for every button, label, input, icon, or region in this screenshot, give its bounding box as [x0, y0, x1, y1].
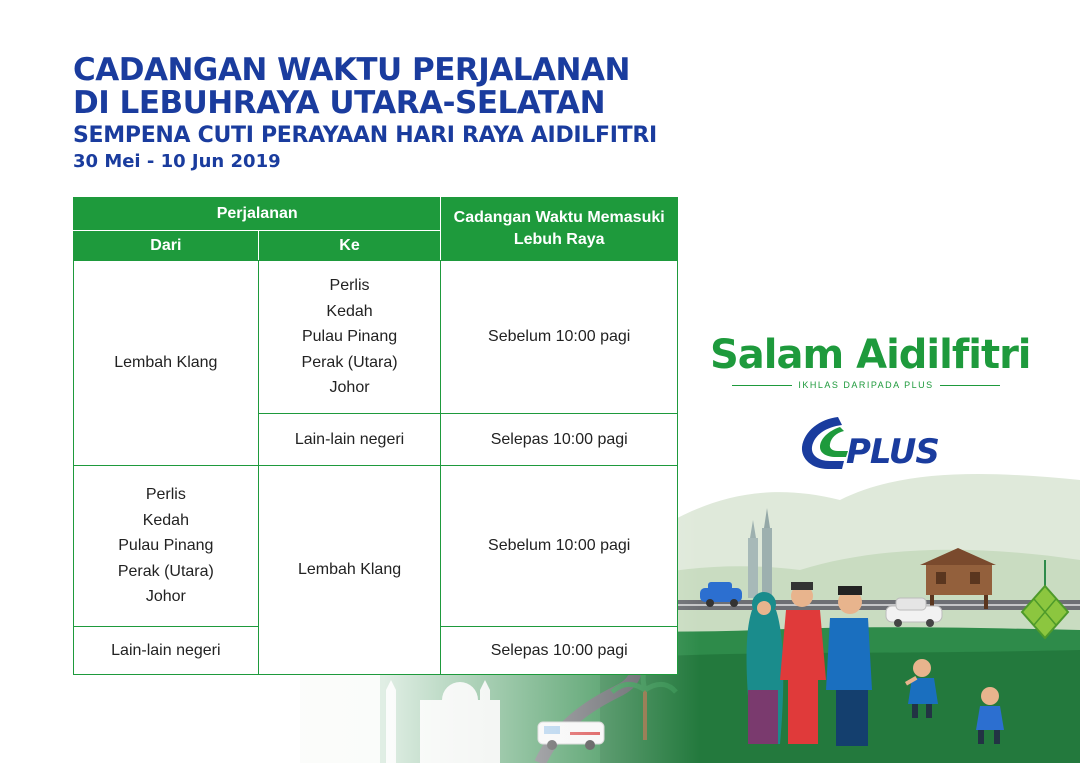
header-perjalanan: Perjalanan: [74, 198, 441, 231]
cell-from: Lembah Klang: [74, 261, 259, 466]
header-dari: Dari: [74, 231, 259, 261]
subtitle: SEMPENA CUTI PERAYAAN HARI RAYA AIDILFITRI: [73, 123, 657, 148]
date-range: 30 Mei - 10 Jun 2019: [73, 151, 281, 172]
title-line-2: DI LEBUHRAYA UTARA-SELATAN: [73, 85, 606, 121]
cell-to: Lain-lain negeri: [258, 414, 441, 466]
tower-right: [762, 528, 772, 598]
headline: [73, 54, 657, 175]
cell-from: Perlis Kedah Pulau Pinang Perak (Utara) Johor: [74, 466, 259, 627]
cell-time: Sebelum 10:00 pagi: [441, 261, 678, 414]
cell-to: Perlis Kedah Pulau Pinang Perak (Utara) Johor: [258, 261, 441, 414]
greeting-block: [710, 332, 1031, 390]
travel-time-table: [73, 197, 678, 675]
divider: [732, 385, 792, 386]
cell-from: Lain-lain negeri: [74, 627, 259, 675]
cell-time: Selepas 10:00 pagi: [441, 414, 678, 466]
cell-time: Sebelum 10:00 pagi: [441, 466, 678, 627]
header-ke: Ke: [258, 231, 441, 261]
cell-to: Lembah Klang: [258, 466, 441, 675]
tower-left: [748, 538, 758, 598]
tagline: IKHLAS DARIPADA PLUS: [798, 380, 934, 390]
plus-logo-text: PLUS: [846, 432, 939, 472]
divider: [940, 385, 1000, 386]
header-cadangan-waktu: Cadangan Waktu Memasuki Lebuh Raya: [441, 198, 678, 261]
title-line-1: CADANGAN WAKTU PERJALANAN: [73, 52, 630, 88]
greeting-text: Salam Aidilfitri: [710, 332, 1031, 378]
cell-time: Selepas 10:00 pagi: [441, 627, 678, 675]
